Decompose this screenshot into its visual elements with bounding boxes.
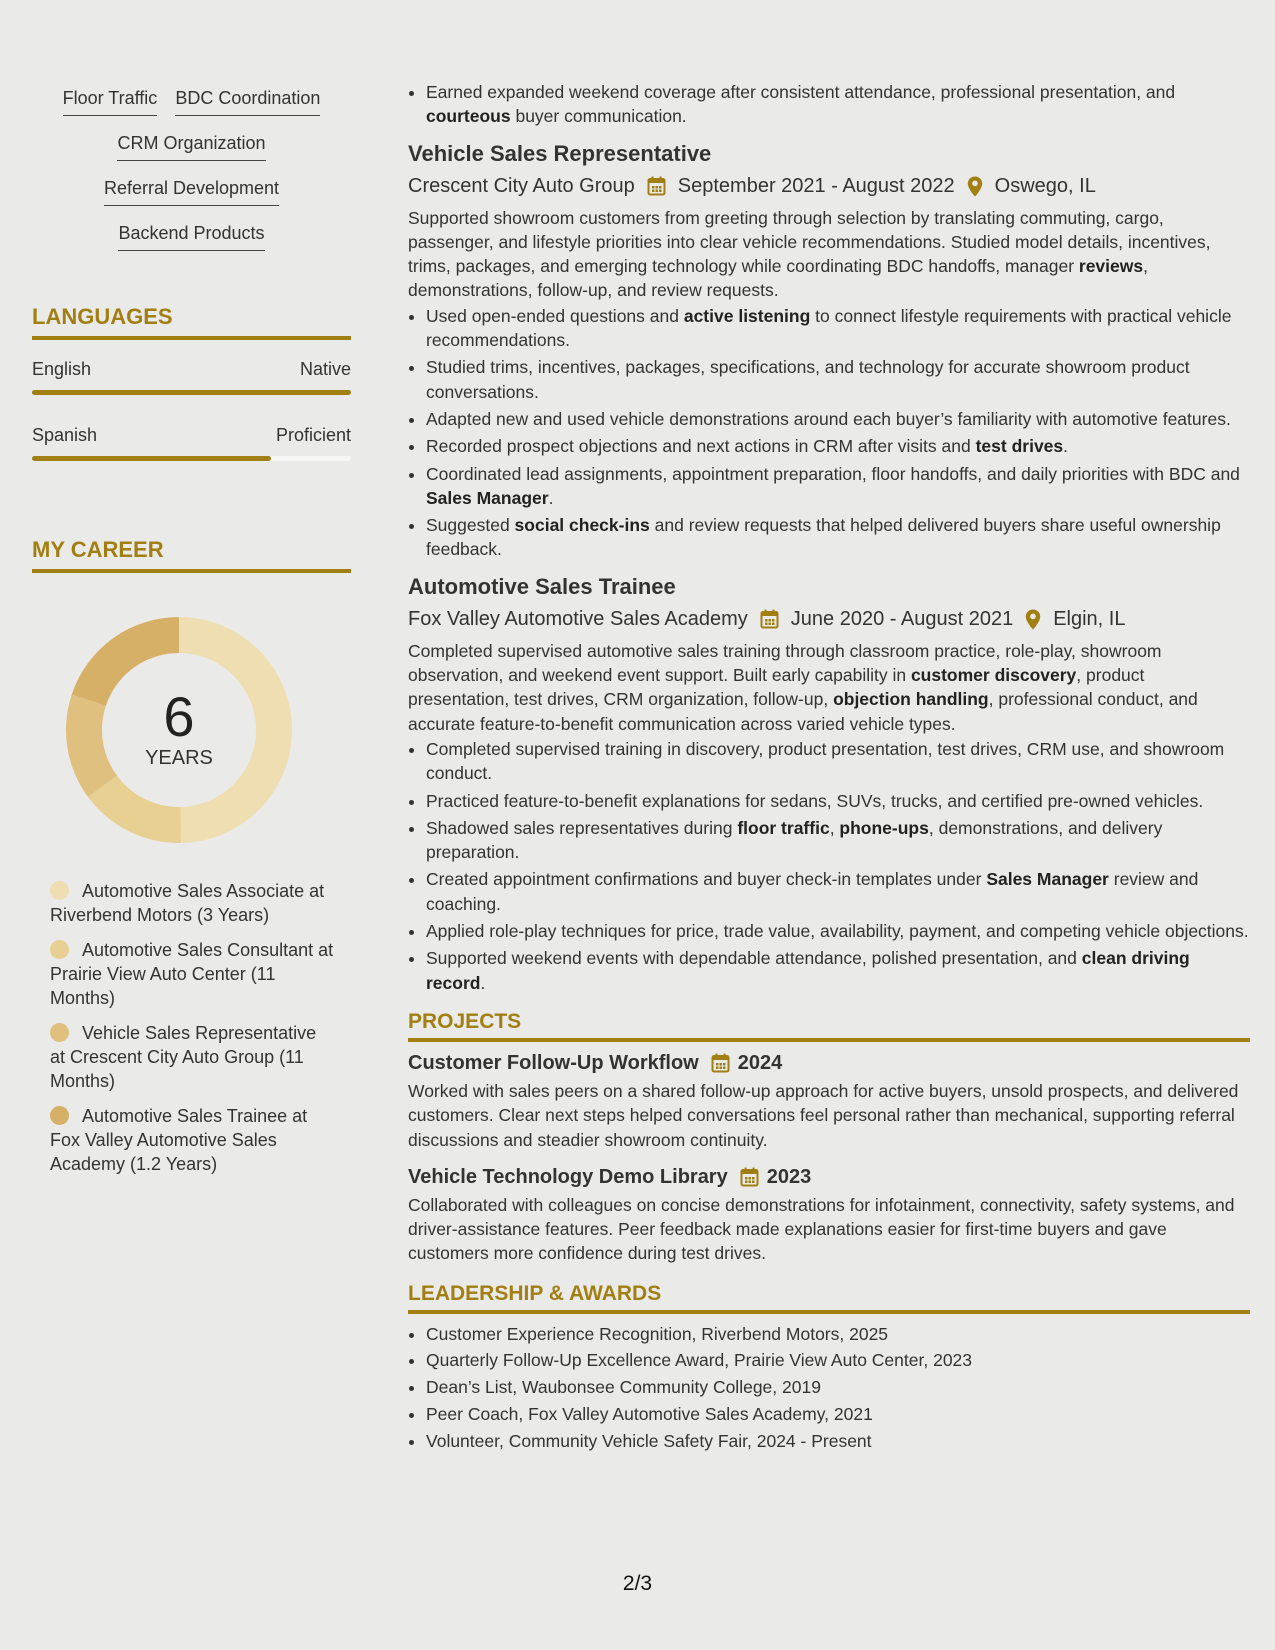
bullet-item: • Completed supervised training in discovery, product presentation, test drives, CRM use, and showroom conduct. xyxy=(426,737,1250,786)
language-level: Native xyxy=(299,359,351,379)
award-item: • Dean’s List, Waubonsee Community College, 2019 xyxy=(426,1375,1250,1399)
language-bar xyxy=(32,456,351,461)
job-dates: September 2021 - August 2022 xyxy=(677,174,955,197)
skill-chip: CRM Organization xyxy=(117,121,265,161)
bullet-item: • Studied trims, incentives, packages, specifications, and technology for accurate showroom product conversations. xyxy=(426,355,1250,404)
bullet-item: • Supported weekend events with dependable attendance, polished presentation, and clean driving record. xyxy=(426,946,1250,995)
page-number: 2/3 xyxy=(622,1572,653,1595)
bullet-item: • Adapted new and used vehicle demonstrations around each buyer’s familiarity with automotive features. xyxy=(426,407,1250,431)
project-year: 2023 xyxy=(766,1165,812,1188)
legend-label: Vehicle Sales Representative at Crescent City Auto Group (11 Months) xyxy=(50,1023,317,1091)
map-pin-icon xyxy=(967,176,983,197)
bullet-item: • Used open-ended questions and active listening to connect lifestyle requirements with practical vehicle recommendations. xyxy=(426,304,1250,353)
legend-label: Automotive Sales Associate at Riverbend Motors (3 Years) xyxy=(50,881,325,925)
project-description: Worked with sales peers on a shared follow-up approach for active buyers, unsold prospects, and delivered customers. Clear next steps helped conversations feel personal rather than mechanical, supporting referral discussions and steadier showroom continuity. xyxy=(408,1080,1239,1150)
career-legend-item xyxy=(50,1021,335,1093)
bullet-item: • Created appointment confirmations and buyer check-in templates under Sales Manager review and coaching. xyxy=(426,867,1250,916)
bullet-item: • Recorded prospect objections and next actions in CRM after visits and test drives. xyxy=(426,434,1250,458)
language-spanish xyxy=(32,425,351,461)
legend-dot xyxy=(50,940,69,959)
skills-section xyxy=(32,76,351,256)
projects-heading: PROJECTS xyxy=(408,1010,1250,1042)
career-donut-chart xyxy=(66,617,292,843)
award-item: • Peer Coach, Fox Valley Automotive Sales Academy, 2021 xyxy=(426,1402,1250,1426)
project-entry xyxy=(408,1166,1250,1266)
career-total-years: 6 xyxy=(163,685,195,748)
skill-chip: Floor Traffic xyxy=(63,76,158,116)
legend-dot xyxy=(50,1106,69,1125)
legend-label: Automotive Sales Consultant at Prairie View Auto Center (11 Months) xyxy=(50,940,334,1008)
language-bar-fill xyxy=(32,456,271,461)
legend-dot xyxy=(50,881,69,900)
job-title: Automotive Sales Trainee xyxy=(408,573,676,599)
award-item: • Quarterly Follow-Up Excellence Award, Prairie View Auto Center, 2023 xyxy=(426,1348,1250,1372)
previous-job-bullets xyxy=(408,80,1250,129)
award-item: • Volunteer, Community Vehicle Safety Fair, 2024 - Present xyxy=(426,1429,1250,1453)
bullet-item: • Coordinated lead assignments, appointment preparation, floor handoffs, and daily priorities with BDC and Sales Manager. xyxy=(426,462,1250,511)
language-english xyxy=(32,359,351,395)
calendar-icon xyxy=(647,176,666,196)
experience-entry xyxy=(408,574,1250,995)
skill-chip: Backend Products xyxy=(118,211,264,251)
project-entry xyxy=(408,1052,1250,1152)
calendar-icon xyxy=(740,1167,759,1187)
legend-label: Automotive Sales Trainee at Fox Valley Automotive Sales Academy (1.2 Years) xyxy=(50,1106,308,1174)
project-description: Collaborated with colleagues on concise demonstrations for infotainment, connectivity, safety systems, and driver-assistance features. Peer feedback made explanations easier for first-time buyers and gave customers more confidence during test drives. xyxy=(408,1194,1235,1264)
languages-heading: LANGUAGES xyxy=(32,304,351,340)
language-bar xyxy=(32,390,351,395)
job-meta xyxy=(408,175,1250,198)
calendar-icon xyxy=(711,1053,730,1073)
bullet-item: • Earned expanded weekend coverage after consistent attendance, professional presentation, and courteous buyer communication. xyxy=(426,80,1250,129)
awards-list xyxy=(408,1322,1250,1453)
map-pin-icon xyxy=(1025,609,1041,630)
sidebar xyxy=(32,76,351,1187)
bullet-item: • Practiced feature-to-benefit explanations for sedans, SUVs, trucks, and certified pre-owned vehicles. xyxy=(426,789,1250,813)
awards-heading: LEADERSHIP & AWARDS xyxy=(408,1282,1250,1314)
company-name: Crescent City Auto Group xyxy=(408,174,635,197)
job-meta xyxy=(408,608,1250,631)
job-location: Oswego, IL xyxy=(994,174,1096,197)
legend-dot xyxy=(50,1023,69,1042)
career-heading: MY CAREER xyxy=(32,537,351,573)
career-total-unit: YEARS xyxy=(145,747,213,769)
experience-entry xyxy=(408,141,1250,562)
job-dates: June 2020 - August 2021 xyxy=(790,607,1014,630)
bullet-item: • Applied role-play techniques for price, trade value, availability, payment, and competing vehicle objections. xyxy=(426,919,1250,943)
skill-chip: Referral Development xyxy=(104,166,279,206)
language-level: Proficient xyxy=(275,425,351,445)
company-name: Fox Valley Automotive Sales Academy xyxy=(408,607,748,630)
project-title: Customer Follow-Up Workflow xyxy=(408,1051,699,1074)
career-legend-item xyxy=(50,1104,335,1176)
career-legend-item xyxy=(50,938,335,1010)
language-name: Spanish xyxy=(32,425,98,445)
career-legend xyxy=(50,879,335,1176)
project-title: Vehicle Technology Demo Library xyxy=(408,1165,728,1188)
job-title: Vehicle Sales Representative xyxy=(408,140,712,166)
job-description: Completed supervised automotive sales training through classroom practice, role-play, showroom observation, and weekend event support. Built early capability in customer discovery, product presentation, test drives, CRM organization, follow-up, objection handling, professional conduct, and accurate feature-to-benefit communication across varied vehicle types. xyxy=(408,640,1198,734)
bullet-item: • Suggested social check-ins and review requests that helped delivered buyers share useful ownership feedback. xyxy=(426,513,1250,562)
main-content xyxy=(408,79,1250,1456)
job-bullets xyxy=(408,304,1250,562)
project-year: 2024 xyxy=(737,1051,783,1074)
job-bullets xyxy=(408,737,1250,995)
award-item: • Customer Experience Recognition, Riverbend Motors, 2025 xyxy=(426,1322,1250,1346)
job-location: Elgin, IL xyxy=(1053,607,1126,630)
language-bar-fill xyxy=(32,390,351,395)
skill-chip: BDC Coordination xyxy=(175,76,320,116)
job-description: Supported showroom customers from greeting through selection by translating commuting, cargo, passenger, and lifestyle priorities into clear vehicle recommendations. Studied model details, incentives, trims, packages, and emerging technology while coordinating BDC handoffs, manager reviews, demonstrations, follow-up, and review requests. xyxy=(408,207,1211,301)
career-legend-item xyxy=(50,879,335,927)
calendar-icon xyxy=(760,609,779,629)
language-name: English xyxy=(32,359,92,379)
bullet-item: • Shadowed sales representatives during floor traffic, phone-ups, demonstrations, and delivery preparation. xyxy=(426,816,1250,865)
